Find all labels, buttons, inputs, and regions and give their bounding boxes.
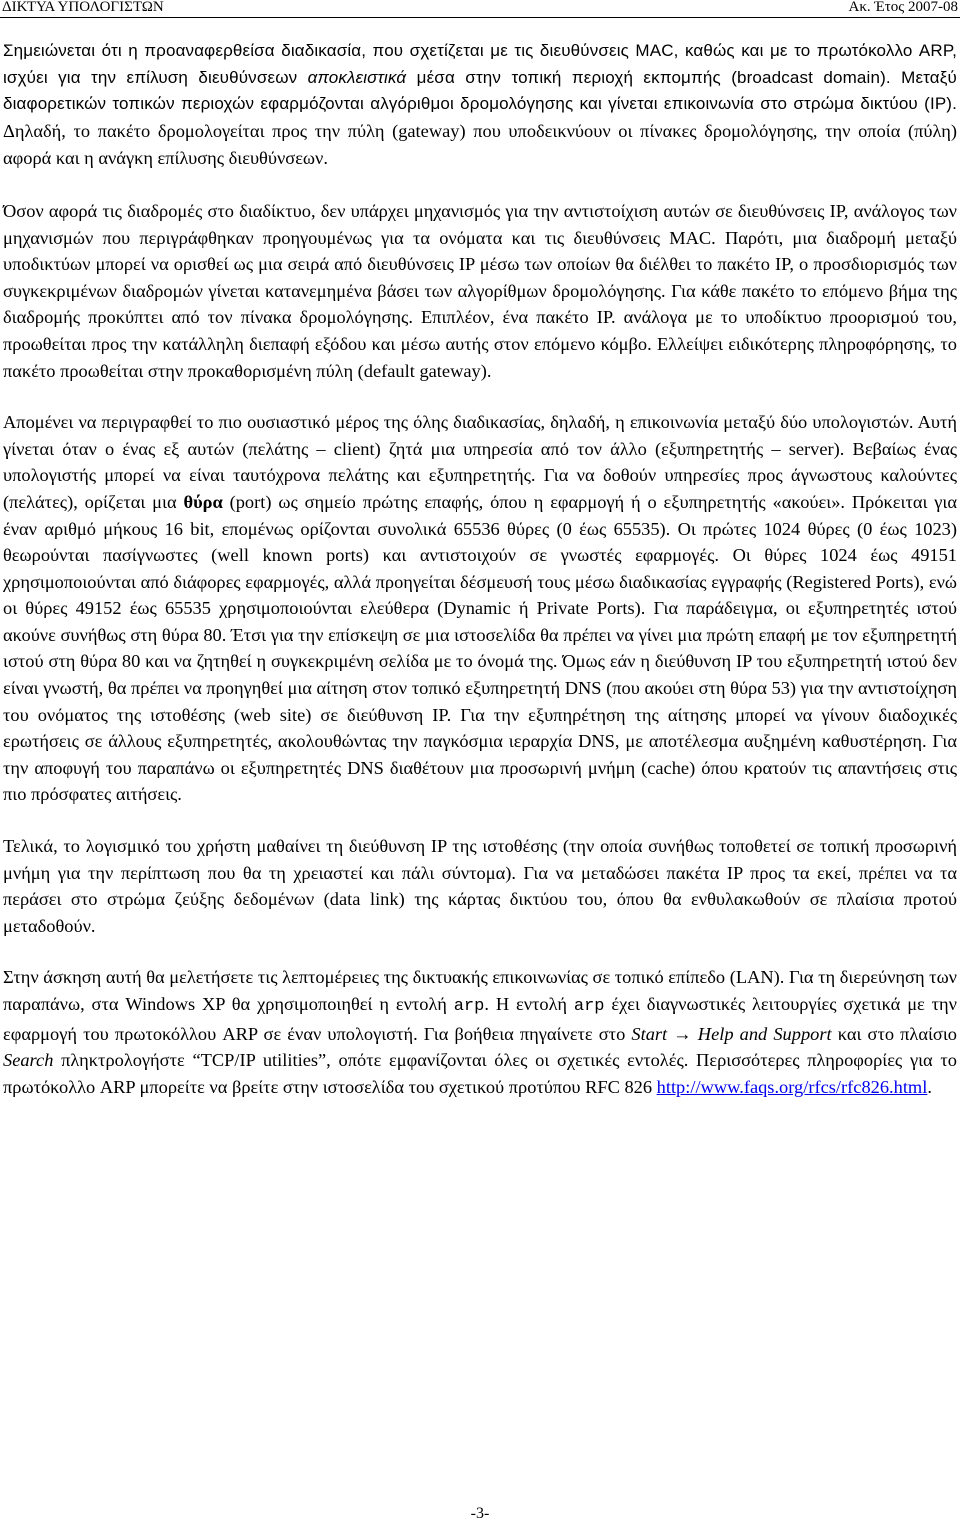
arrow-right-icon: → xyxy=(667,1023,698,1044)
paragraph-3: Απομένει να περιγραφθεί το πιο ουσιαστικό μέρος της όλης διαδικασίας, δηλαδή, η επικοινωνία μεταξύ δύο υπολογιστών. Αυτή γίνεται όταν ο ένας εξ αυτών (πελάτης – client) ζητά μια υπηρεσία από τον άλλο (εξυπηρετητής – server). Βεβαίως ένας υπολογιστής μπορεί να είναι ταυτόχρονα πελάτης και εξυπηρετητής. Για να δοθούν υπηρεσίες προς άγνωστους καλούντες (πελάτες), ορίζεται μια θύρα (port) ως σημείο πρώτης επαφής, όπου η εφαρμογή ή ο εξυπηρετητής «ακούει». Πρόκειται για έναν αριθμό μήκους 16 bit, επομένως ορίζονται συνολικά 65536 θύρες (0 έως 65535). Οι πρώτες 1024 θύρες (0 έως 1023) θεωρούνται πασίγνωστες (well known ports) και αντιστοιχούν σε γνωστές εφαρμογές. Οι θύρες 1024 έως 49151 χρησιμοποιούνται από διάφορες εφαρμογές, αλλά προηγείται δέσμευσή τους μέσω διαδικασίας εγγραφής (Registered Ports), ενώ οι θύρες 49152 έως 65535 χρησιμοποιούνται ελεύθερα (Dynamic ή Private Ports). Για παράδειγμα, οι εξυπηρετητές ιστού ακούνε συνήθως στη θύρα 80. Έτσι για την επίσκεψη σε μια ιστοσελίδα θα πρέπει να γίνει μια πρώτη επαφή με τον εξυπηρετητή ιστού στη θύρα 80 και να ζητηθεί η συγκεκριμένη σελίδα με το όνομά της. Όμως εάν η διεύθυνση IP του εξυπηρετητή ιστού δεν είναι γνωστή, θα πρέπει να προηγηθεί μια αίτηση στον τοπικό εξυπηρετητή DNS (που ακούει στη θύρα 53) για την αντιστοίχηση του ονόματος της ιστοθέσης (web site) σε διεύθυνση IP. Για την εξυπηρέτηση της αίτησης μπορεί να γίνουν διαδοχικές ερωτήσεις σε άλλους εξυπηρετητές, ακολουθώντας την παγκόσμια ιεραρχία DNS, με αποτέλεσμα αυξημένη καθυστέρηση. Για την αποφυγή του παραπάνω οι εξυπηρετητές DNS διαθέτουν μια προσωρινή μνήμη (cache) όπου κρατούν τις απαντήσεις στις πιο πρόσφατες αιτήσεις. xyxy=(3,412,957,805)
arp-command: arp xyxy=(453,997,485,1016)
paragraph-1: Σημειώνεται ότι η προαναφερθείσα διαδικασία, που σχετίζεται με τις διευθύνσεις MAC, καθώς και με το πρωτόκολλο ARP, ισχύει για την επίλυση διευθύνσεων αποκλειστικά μέσα στην τοπική περιοχή εκπομπής (broadcast domain). Μεταξύ διαφορετικών τοπικών περιοχών εφαρμόζονται αλγόριθμοι δρομολόγησης και γίνεται επικοινωνία στο στρώμα δικτύου (IP). Δηλαδή, το πακέτο δρομολογείται προς την πύλη (gateway) που υποδεικνύουν οι πίνακες δρομολόγησης, την οποία (πύλη) αφορά και η ανάγκη επίλυσης διευθύνσεων. xyxy=(3,41,957,169)
page-number: -3- xyxy=(470,1505,490,1522)
document-body xyxy=(3,38,957,1125)
bold-port-term: θύρα xyxy=(183,491,223,512)
paragraph-2: Όσον αφορά τις διαδρομές στο διαδίκτυο, δεν υπάρχει μηχανισμός για την αντιστοίχιση αυτών σε διευθύνσεις IP, ανάλογος των μηχανισμών που περιγράφθηκαν προηγουμένως για τα ονόματα και τις διευθύνσεις MAC. Παρότι, μια διαδρομή μεταξύ υποδικτύων μπορεί να ορισθεί ως μια σειρά από διευθύνσεις IP μέσω των οποίων θα διέλθει το πακέτο IP, ο προσδιορισμός των συγκεκριμένων διαδρομών γίνεται κατανεμημένα βάσει των αλγορίθμων δρομολόγησης. Για κάθε πακέτο το επόμενο βήμα της διαδρομής προκύπτει από τον πίνακα δρομολόγησης. Επιπλέον, ένα πακέτο IP. ανάλογα με το υποδίκτυο προορισμού του, προωθείται προς την κατάλληλη διεπαφή εξόδου και μέσω αυτής στον επόμενο κόμβο. Ελλείψει ειδικότερης πληροφόρησης, το πακέτο προωθείται στην προκαθορισμένη πύλη (default gateway). xyxy=(3,200,957,381)
page-header xyxy=(0,0,960,18)
menu-help-and-support: Help and Support xyxy=(697,1023,832,1044)
emphasis-exclusively: αποκλειστικά xyxy=(307,67,407,87)
menu-start: Start xyxy=(631,1023,668,1044)
academic-year: Ακ. Έτος 2007-08 xyxy=(848,0,958,15)
paragraph-5: Στην άσκηση αυτή θα μελετήσετε τις λεπτομέρειες της δικτυακής επικοινωνίας σε τοπικό επίπεδο (LAN). Για τη διερεύνηση των παραπάνω, στα Windows XP θα χρησιμοποιηθεί η εντολή arp. Η εντολή arp έχει διαγνωστικές λειτουργίες σχετικά με την εφαρμογή του πρωτοκόλλου ARP σε έναν υπολογιστή. Για βοήθεια πηγαίνετε στο Start → Help and Support και στο πλαίσιο Search πληκτρολογήστε “TCP/IP utilities”, οπότε εμφανίζονται όλες οι σχετικές εντολές. Περισσότερες πληροφορίες για το πρωτόκολλο ARP μπορείτε να βρείτε στην ιστοσελίδα του σχετικού προτύπου RFC 826 http://www.faqs.org/rfcs/rfc826.html. xyxy=(3,967,957,1097)
rfc826-link[interactable]: http://www.faqs.org/rfcs/rfc826.html xyxy=(656,1076,928,1097)
search-box-label: Search xyxy=(3,1050,54,1071)
course-title: ΔΙΚΤΥΑ ΥΠΟΛΟΓΙΣΤΩΝ xyxy=(2,0,164,15)
arp-command: arp xyxy=(573,997,605,1016)
paragraph-4: Τελικά, το λογισμικό του χρήστη μαθαίνει τη διεύθυνση IP της ιστοθέσης (την οποία συνήθως τοποθετεί σε τοπική προσωρινή μνήμη για την περίπτωση που θα τη χρειαστεί και πάλι σύντομα). Για να μεταδώσει πακέτα IP προς τα εκεί, πρέπει να τα περάσει στο στρώμα ζεύξης δεδομένων (data link) της κάρτας δικτύου του, όπου θα ενθυλακωθούν σε πλαίσια προτού μεταδοθούν. xyxy=(3,836,957,936)
